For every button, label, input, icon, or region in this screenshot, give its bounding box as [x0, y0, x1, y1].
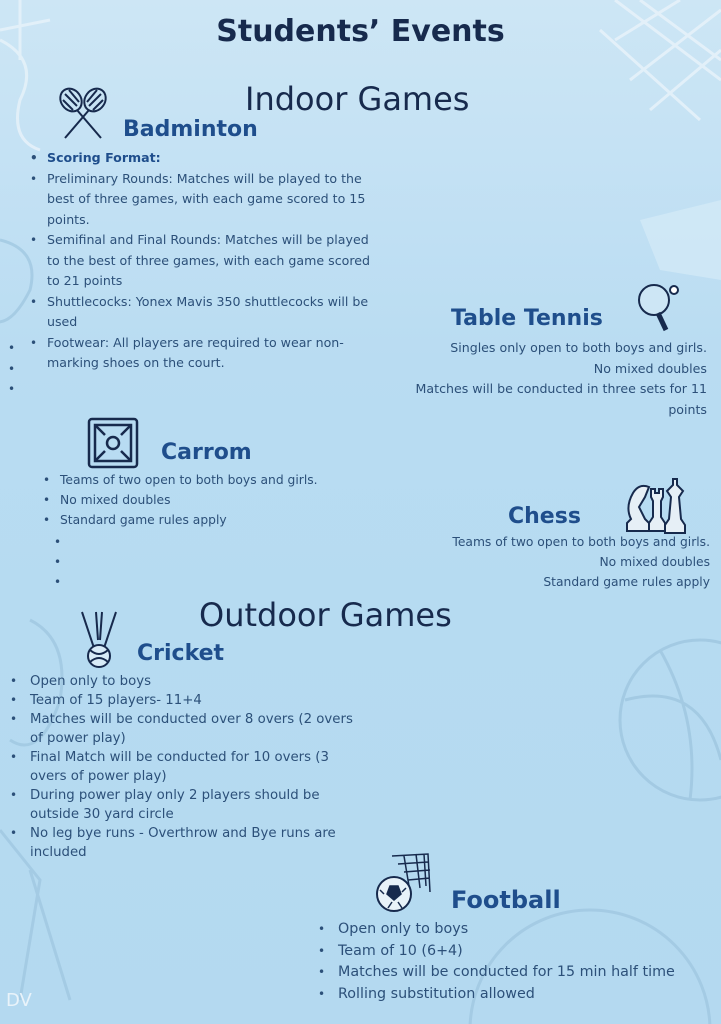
outdoor-games-heading: Outdoor Games	[199, 596, 452, 634]
football-heading: Football	[451, 886, 561, 914]
table-tennis-heading: Table Tennis	[451, 306, 603, 331]
list-item: • No leg bye runs - Overthrow and Bye runs are included	[10, 824, 360, 862]
list-item: • Open only to boys	[318, 919, 718, 941]
football-icon	[374, 852, 432, 918]
list-item: • No mixed doubles	[380, 359, 707, 380]
list-item: • Footwear: All players are required to wear non-marking shoes on the court.	[30, 333, 370, 374]
badminton-rules-list	[30, 148, 370, 374]
page-title: Students’ Events	[216, 14, 505, 49]
list-item: • Shuttlecocks: Yonex Mavis 350 shuttlecocks will be used	[30, 292, 370, 333]
table-tennis-icon	[632, 280, 680, 332]
chess-rules-list	[380, 532, 710, 592]
list-item: • During power play only 2 players should be outside 30 yard circle	[10, 786, 360, 824]
list-item: • Rolling substitution allowed	[318, 984, 718, 1006]
cricket-rules-list	[10, 672, 360, 862]
list-item: • Team of 15 players- 11+4	[10, 691, 360, 710]
football-rules-list	[318, 919, 718, 1005]
chess-pieces-icon	[621, 467, 691, 537]
list-item: • Standard game rules apply	[380, 572, 710, 592]
indoor-games-heading: Indoor Games	[245, 80, 470, 118]
watermark: DV	[6, 990, 32, 1011]
carrom-rules-list	[43, 470, 363, 530]
list-item: • Singles only open to both boys and girls.	[380, 338, 707, 359]
list-item: • Teams of two open to both boys and girls.	[380, 532, 710, 552]
list-item: • Matches will be conducted for 15 min half time	[318, 962, 718, 984]
badminton-heading: Badminton	[123, 117, 258, 142]
cricket-heading: Cricket	[137, 641, 225, 666]
list-item: • Scoring Format:	[30, 148, 370, 169]
list-item: • Final Match will be conducted for 10 overs (3 overs of power play)	[10, 748, 360, 786]
list-item: • Teams of two open to both boys and girls.	[43, 470, 363, 490]
badminton-rackets-icon	[57, 86, 109, 142]
list-item: • Preliminary Rounds: Matches will be played to the best of three games, with each game scored to 15 points.	[30, 169, 370, 231]
list-item: • Team of 10 (6+4)	[318, 941, 718, 963]
carrom-heading: Carrom	[161, 440, 252, 465]
carrom-board-icon	[87, 417, 139, 469]
list-item: • Matches will be conducted in three sets for 11 points	[380, 379, 707, 420]
table-tennis-rules-list	[380, 338, 707, 420]
list-item: • Open only to boys	[10, 672, 360, 691]
list-item: • No mixed doubles	[43, 490, 363, 510]
cricket-icon	[78, 610, 120, 670]
list-item: • No mixed doubles	[380, 552, 710, 572]
chess-heading: Chess	[508, 504, 581, 529]
list-item: • Standard game rules apply	[43, 510, 363, 530]
list-item: • Matches will be conducted over 8 overs (2 overs of power play)	[10, 710, 360, 748]
list-item: • Semifinal and Final Rounds: Matches will be played to the best of three games, with each game scored to 21 points	[30, 230, 370, 292]
